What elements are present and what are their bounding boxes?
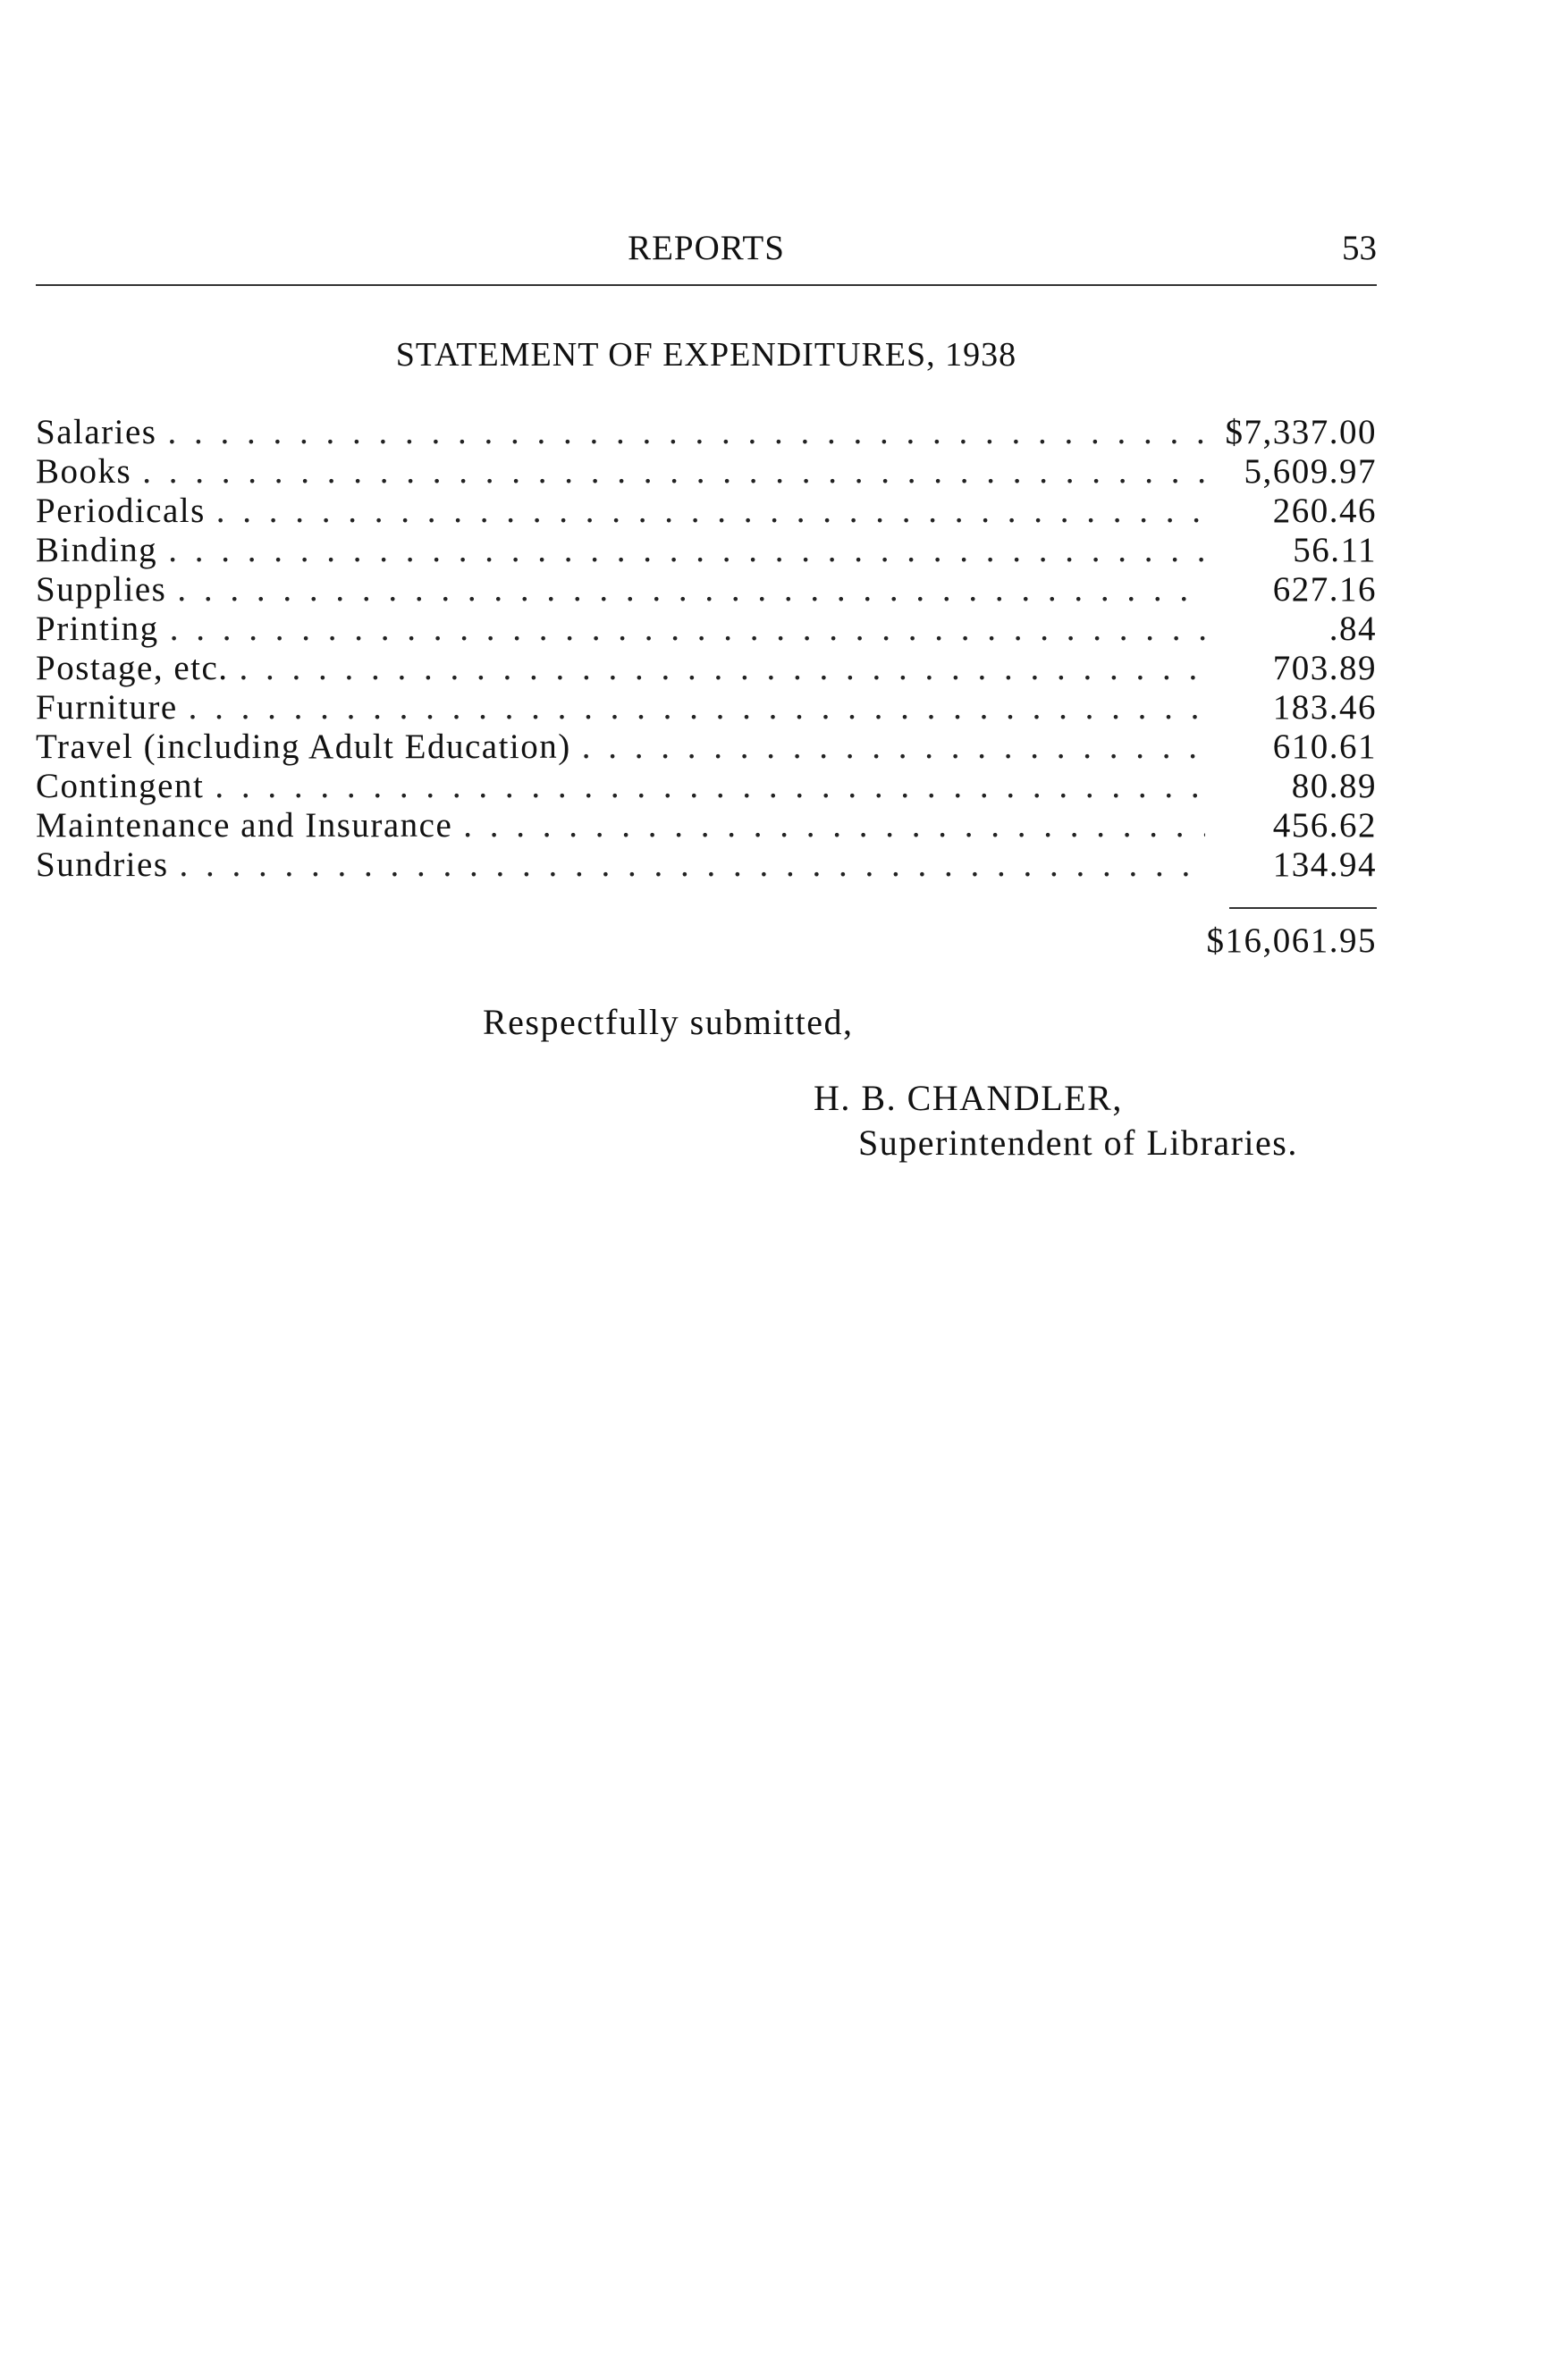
expense-label: Supplies xyxy=(36,570,167,609)
expense-row xyxy=(36,452,1377,492)
dot-leader xyxy=(167,413,1205,452)
dot-leader xyxy=(142,452,1205,492)
expense-amount: 183.46 xyxy=(1272,688,1377,727)
expense-amount: 134.94 xyxy=(1272,845,1377,884)
dot-leader xyxy=(170,610,1205,649)
expense-label: Printing xyxy=(36,610,159,648)
expense-label: Maintenance and Insurance xyxy=(36,806,453,845)
expense-label: Binding xyxy=(36,531,158,569)
expense-amount: .84 xyxy=(1328,610,1377,648)
dot-leader xyxy=(189,688,1205,727)
expense-amount: 703.89 xyxy=(1272,649,1377,687)
signer-title: Superintendent of Libraries. xyxy=(858,1123,1298,1163)
signer-name: H. B. CHANDLER, xyxy=(814,1078,1123,1118)
running-head xyxy=(36,228,1377,282)
expense-label: Sundries xyxy=(36,845,169,884)
expense-row xyxy=(36,727,1377,767)
running-title: REPORTS xyxy=(628,229,785,267)
expense-label: Salaries xyxy=(36,413,157,451)
page-number: 53 xyxy=(1342,229,1377,267)
dot-leader xyxy=(215,767,1205,806)
expense-label: Contingent xyxy=(36,767,205,805)
expense-row xyxy=(36,570,1377,610)
expense-amount: $7,337.00 xyxy=(1225,413,1377,451)
expense-row xyxy=(36,413,1377,452)
expense-row xyxy=(36,688,1377,727)
expense-label: Travel (including Adult Education) xyxy=(36,727,571,766)
expense-label: Periodicals xyxy=(36,492,206,530)
expense-row xyxy=(36,806,1377,845)
dot-leader xyxy=(168,531,1205,570)
closing-salutation: Respectfully submitted, xyxy=(483,1002,854,1042)
expense-row xyxy=(36,492,1377,531)
expense-amount: 80.89 xyxy=(1291,767,1377,805)
expense-amount: 610.61 xyxy=(1272,727,1377,766)
dot-leader xyxy=(463,806,1205,845)
header-rule xyxy=(36,284,1377,286)
expense-label: Postage, etc. xyxy=(36,649,229,687)
dot-leader xyxy=(582,727,1205,767)
dot-leader xyxy=(216,492,1205,531)
expense-row xyxy=(36,767,1377,806)
expense-list xyxy=(36,413,1377,885)
expense-amount: 260.46 xyxy=(1272,492,1377,530)
statement-title: STATEMENT OF EXPENDITURES, 1938 xyxy=(395,336,1017,374)
expense-amount: 456.62 xyxy=(1272,806,1377,845)
expense-row xyxy=(36,531,1377,570)
expense-label: Books xyxy=(36,452,132,491)
total-rule xyxy=(1229,907,1377,909)
dot-leader xyxy=(177,570,1205,610)
total-amount: $16,061.95 xyxy=(1206,921,1377,960)
expense-amount: 627.16 xyxy=(1272,570,1377,609)
dot-leader xyxy=(180,845,1206,885)
expense-amount: 5,609.97 xyxy=(1244,452,1377,491)
expense-label: Furniture xyxy=(36,688,178,727)
expense-row xyxy=(36,845,1377,885)
expense-row xyxy=(36,649,1377,688)
dot-leader xyxy=(240,649,1205,688)
expense-row xyxy=(36,610,1377,649)
expense-amount: 56.11 xyxy=(1293,531,1377,569)
